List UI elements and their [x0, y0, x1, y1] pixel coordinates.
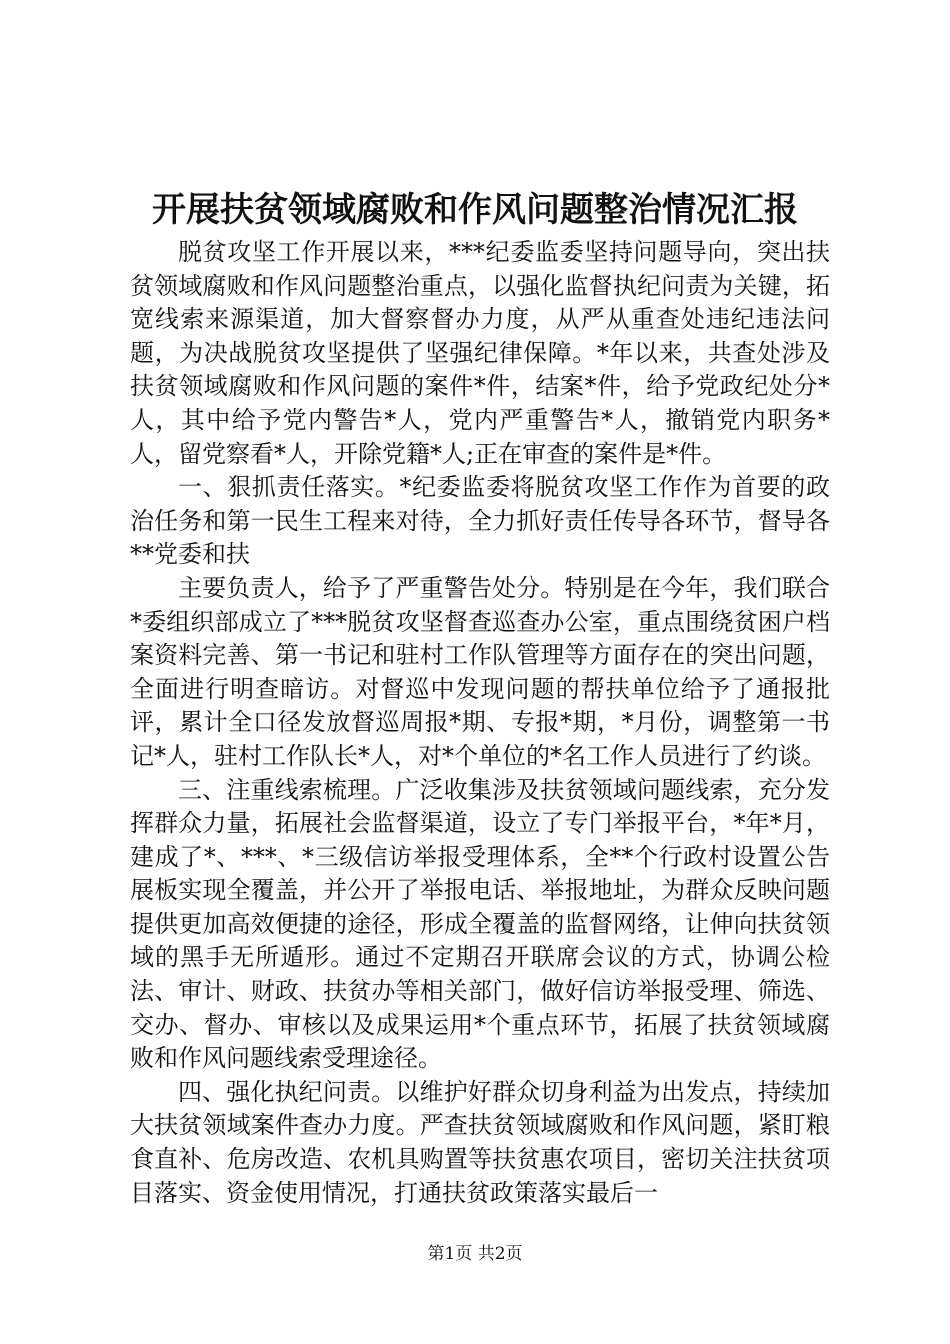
paragraph-section-3: 三、注重线索梳理。广泛收集涉及扶贫领域问题线索，充分发挥群众力量，拓展社会监督渠道，设立了专门举报平台，*年*月，建成了*、***、*三级信访举报受理体系，全**个行政村设置公告展板实现全覆盖，并公开了举报电话、举报地址，为群众反映问题提供更加高效便捷的途径，形成全覆盖的监督网络，让伸向扶贫领域的黑手无所遁形。通过不定期召开联席会议的方式，协调公检法、审计、财政、扶贫办等相关部门，做好信访举报受理、筛选、交办、督办、审核以及成果运用*个重点环节，拓展了扶贫领域腐败和作风问题线索受理途径。 — [130, 775, 830, 1073]
page-number-footer: 第1页 共2页 — [427, 1244, 523, 1264]
document-body — [130, 236, 830, 1210]
paragraph-intro: 脱贫攻坚工作开展以来，***纪委监委坚持问题导向，突出扶贫领域腐败和作风问题整治重点，以强化监督执纪问责为关键，拓宽线索来源渠道，加大督察督办力度，从严从重查处违纪违法问题，为决战脱贫攻坚提供了坚强纪律保障。*年以来，共查处涉及扶贫领域腐败和作风问题的案件*件，结案*件，给予党政纪处分*人，其中给予党内警告*人，党内严重警告*人，撤销党内职务*人，留党察看*人，开除党籍*人;正在审查的案件是*件。 — [130, 238, 830, 468]
paragraph-section-1-continued: 主要负责人，给予了严重警告处分。特别是在今年，我们联合*委组织部成立了***脱贫攻坚督查巡查办公室，重点围绕贫困户档案资料完善、第一书记和驻村工作队管理等方面存在的突出问题，全面进行明查暗访。对督巡中发现问题的帮扶单位给予了通报批评，累计全口径发放督巡周报*期、专报*期，*月份，调整第一书记*人，驻村工作队长*人，对*个单位的*名工作人员进行了约谈。 — [130, 573, 830, 770]
document-title: 开展扶贫领域腐败和作风问题整治情况汇报 — [152, 190, 798, 230]
paragraph-section-4: 四、强化执纪问责。以维护好群众切身利益为出发点，持续加大扶贫领域案件查办力度。严查扶贫领域腐败和作风问题，紧盯粮食直补、危房改造、农机具购置等扶贫惠农项目，密切关注扶贫项目落实、资金使用情况，打通扶贫政策落实最后一 — [130, 1077, 830, 1207]
paragraph-section-1: 一、狠抓责任落实。*纪委监委将脱贫攻坚工作作为首要的政治任务和第一民生工程来对待，全力抓好责任传导各环节，督导各**党委和扶 — [130, 473, 830, 569]
